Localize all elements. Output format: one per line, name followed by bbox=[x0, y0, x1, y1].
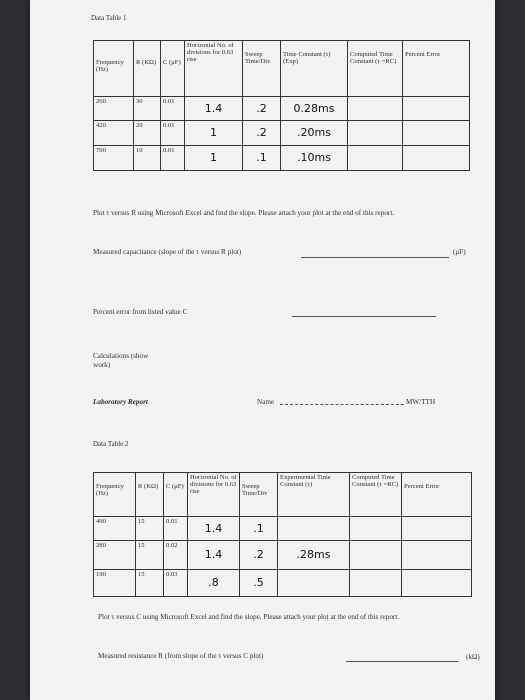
calculations-label: Calculations (show work) bbox=[93, 352, 149, 369]
table-row bbox=[94, 97, 470, 121]
sweep-cell: .2 bbox=[240, 541, 278, 570]
table1-header-c: C (μF) bbox=[161, 41, 185, 97]
table1-header-computed: Computed Time Constant (τ =RC) bbox=[348, 41, 403, 97]
table1-header-time-constant: Time Constant (τ) (Exp) bbox=[281, 41, 348, 97]
section-label: MW/TTH bbox=[406, 398, 436, 406]
table2-header-frequency: Frequency (Hz) bbox=[94, 473, 136, 517]
computed-cell bbox=[348, 121, 403, 146]
frequency-cell: 260 bbox=[94, 97, 134, 121]
time-constant-cell: .28ms bbox=[278, 541, 350, 570]
table2-header-r: R (KΩ) bbox=[136, 473, 164, 517]
c-cell: 0.03 bbox=[164, 570, 188, 597]
plot-instruction-2: Plot τ versus C using Microsoft Excel and find the slope. Please attach your plot at the end of this report. bbox=[98, 613, 400, 621]
sweep-cell: .5 bbox=[240, 570, 278, 597]
table1-header-row bbox=[94, 41, 470, 97]
table-row bbox=[94, 517, 472, 541]
table-row bbox=[94, 541, 472, 570]
r-cell: 20 bbox=[134, 121, 161, 146]
sweep-cell: .2 bbox=[243, 121, 281, 146]
table-row bbox=[94, 146, 470, 171]
name-field[interactable] bbox=[280, 404, 404, 405]
table1-header-error: Percent Error bbox=[403, 41, 470, 97]
sweep-cell: .1 bbox=[243, 146, 281, 171]
report-title: Laboratory Report bbox=[93, 398, 148, 406]
table2-header-row bbox=[94, 473, 472, 517]
error-cell bbox=[402, 517, 472, 541]
divisions-cell: 1.4 bbox=[188, 517, 240, 541]
table-row bbox=[94, 570, 472, 597]
frequency-cell: 190 bbox=[94, 570, 136, 597]
error-cell bbox=[402, 570, 472, 597]
r-cell: 15 bbox=[136, 541, 164, 570]
divisions-cell: 1 bbox=[185, 121, 243, 146]
error-cell bbox=[403, 121, 470, 146]
table2-header-computed: Computed Time Constant (τ =RC) bbox=[350, 473, 402, 517]
capacitance-unit: (μF) bbox=[453, 248, 466, 256]
r-cell: 10 bbox=[134, 146, 161, 171]
error-cell bbox=[402, 541, 472, 570]
name-label: Name bbox=[257, 398, 275, 406]
divisions-cell: .8 bbox=[188, 570, 240, 597]
divisions-cell: 1 bbox=[185, 146, 243, 171]
sweep-cell: .1 bbox=[240, 517, 278, 541]
table1-header-r: R (KΩ) bbox=[134, 41, 161, 97]
time-constant-cell bbox=[278, 570, 350, 597]
c-cell: 0.01 bbox=[161, 97, 185, 121]
r-cell: 15 bbox=[136, 517, 164, 541]
computed-cell bbox=[348, 97, 403, 121]
resistance-unit: (kΩ) bbox=[466, 653, 480, 661]
table-row bbox=[94, 121, 470, 146]
time-constant-cell: .10ms bbox=[281, 146, 348, 171]
computed-cell bbox=[350, 570, 402, 597]
time-constant-cell: 0.28ms bbox=[281, 97, 348, 121]
percent-error-label: Percent error from listed value C bbox=[93, 308, 188, 316]
table2-header-c: C (μF) bbox=[164, 473, 188, 517]
capacitance-answer-line[interactable] bbox=[301, 257, 449, 258]
computed-cell bbox=[348, 146, 403, 171]
error-cell bbox=[403, 146, 470, 171]
frequency-cell: 700 bbox=[94, 146, 134, 171]
error-cell bbox=[403, 97, 470, 121]
table1-header-horizontal-divisions: Horizontal No. of divisions for 0.63 rise bbox=[185, 41, 243, 97]
table1-title: Data Table 1 bbox=[91, 14, 127, 22]
time-constant-cell bbox=[278, 517, 350, 541]
table2-title: Data Table 2 bbox=[93, 440, 129, 448]
c-cell: 0.01 bbox=[161, 121, 185, 146]
r-cell: 15 bbox=[136, 570, 164, 597]
frequency-cell: 280 bbox=[94, 541, 136, 570]
time-constant-cell: .20ms bbox=[281, 121, 348, 146]
table2-header-error: Percent Error bbox=[402, 473, 472, 517]
plot-instruction-1: Plot τ versus R using Microsoft Excel and find the slope. Please attach your plot at the end of this report. bbox=[93, 209, 395, 217]
computed-cell bbox=[350, 517, 402, 541]
table2-header-experimental-time-constant: Experimental Time Constant (τ) bbox=[278, 473, 350, 517]
percent-error-answer-line[interactable] bbox=[292, 316, 436, 317]
measured-resistance-label: Measured resistance R (from slope of the τ versus C plot) bbox=[98, 652, 264, 660]
table1-header-sweep: Sweep Time/Div bbox=[243, 41, 281, 97]
r-cell: 30 bbox=[134, 97, 161, 121]
computed-cell bbox=[350, 541, 402, 570]
table2-header-horizontal-divisions: Horizontal No. of divisions for 0.63 rise bbox=[188, 473, 240, 517]
worksheet-page bbox=[30, 0, 495, 700]
frequency-cell: 490 bbox=[94, 517, 136, 541]
resistance-answer-line[interactable] bbox=[346, 661, 458, 662]
data-table-1 bbox=[93, 40, 470, 171]
data-table-2 bbox=[93, 472, 472, 597]
frequency-cell: 420 bbox=[94, 121, 134, 146]
divisions-cell: 1.4 bbox=[185, 97, 243, 121]
table1-header-frequency: Frequency (Hz) bbox=[94, 41, 134, 97]
c-cell: 0.01 bbox=[161, 146, 185, 171]
divisions-cell: 1.4 bbox=[188, 541, 240, 570]
sweep-cell: .2 bbox=[243, 97, 281, 121]
c-cell: 0.02 bbox=[164, 541, 188, 570]
c-cell: 0.01 bbox=[164, 517, 188, 541]
measured-capacitance-label: Measured capacitance (slope of the τ versus R plot) bbox=[93, 248, 242, 256]
table2-header-sweep: Sweep Time/Div bbox=[240, 473, 278, 517]
